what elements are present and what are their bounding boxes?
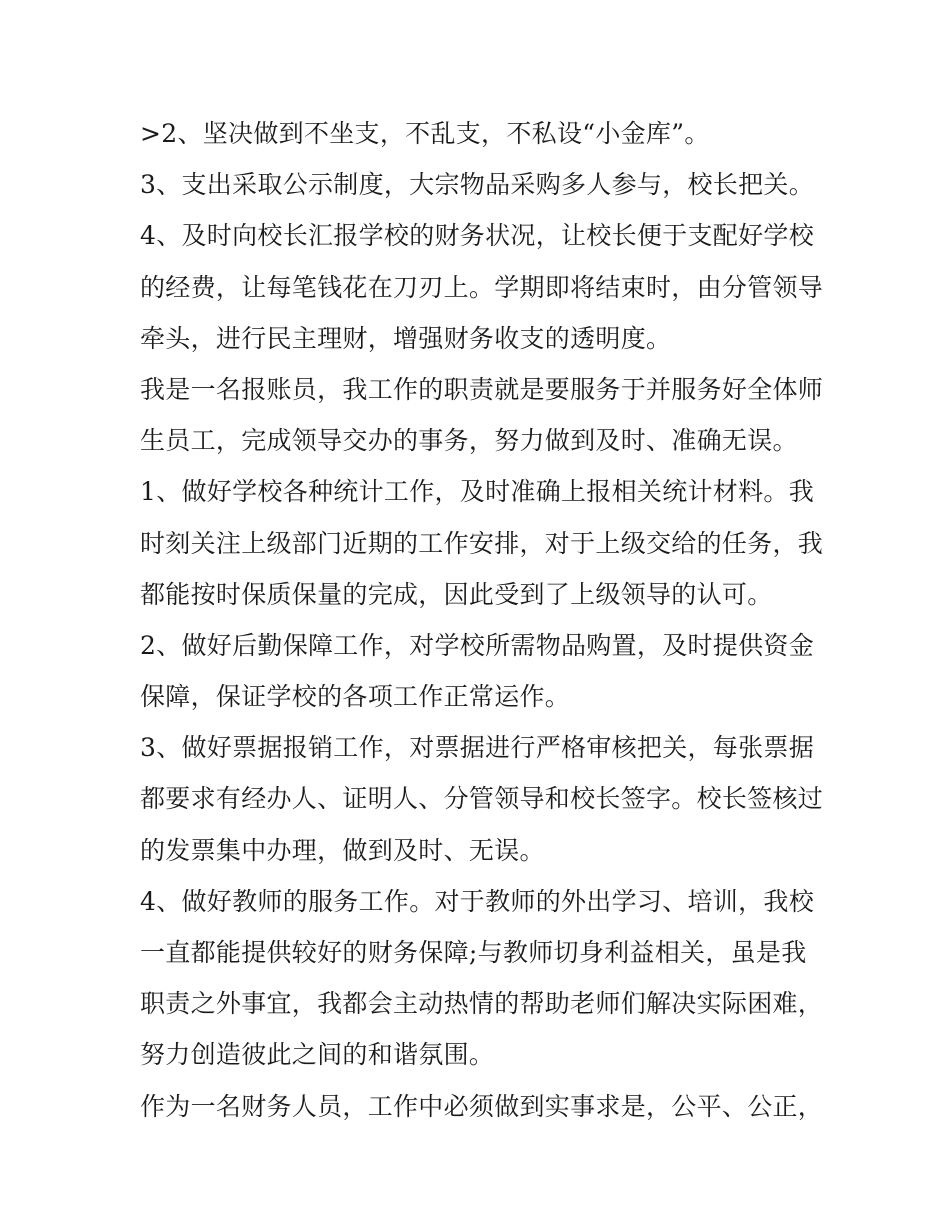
text-line: 3、做好票据报销工作，对票据进行严格审核把关，每张票据 bbox=[140, 733, 815, 763]
text-line: 都要求有经办人、证明人、分管领导和校长签字。校长签核过 bbox=[140, 784, 824, 814]
document-body bbox=[140, 108, 824, 1132]
text-line: 4、做好教师的服务工作。对于教师的外出学习、培训，我校 bbox=[140, 886, 815, 916]
text-line: >2、坚决做到不坐支，不乱支，不私设“小金库”。 bbox=[140, 119, 710, 148]
text-line: 保障，保证学校的各项工作正常运作。 bbox=[140, 682, 571, 712]
text-line: 2、做好后勤保障工作，对学校所需物品购置，及时提供资金 bbox=[140, 630, 815, 660]
text-line: 时刻关注上级部门近期的工作安排，对于上级交给的任务，我 bbox=[140, 528, 824, 558]
text-line: 1、做好学校各种统计工作，及时准确上报相关统计材料。我 bbox=[140, 477, 815, 507]
text-line: 的发票集中办理，做到及时、无误。 bbox=[140, 835, 545, 865]
text-line: 的经费，让每笔钱花在刀刃上。学期即将结束时，由分管领导 bbox=[140, 272, 824, 302]
text-line: 职责之外事宜，我都会主动热情的帮助老师们解决实际困难， bbox=[140, 989, 824, 1019]
text-line: 4、及时向校长汇报学校的财务状况，让校长便于支配好学校 bbox=[140, 221, 815, 251]
text-line: 牵头，进行民主理财，增强财务收支的透明度。 bbox=[140, 323, 672, 353]
text-line: 我是一名报账员，我工作的职责就是要服务于并服务好全体师 bbox=[140, 374, 824, 404]
text-line: 努力创造彼此之间的和谐氛围。 bbox=[140, 1040, 495, 1070]
text-line: 作为一名财务人员，工作中必须做到实事求是，公平、公正， bbox=[140, 1091, 824, 1121]
text-line: 生员工，完成领导交办的事务，努力做到及时、准确无误。 bbox=[140, 426, 798, 456]
text-line: 一直都能提供较好的财务保障;与教师切身利益相关，虽是我 bbox=[140, 938, 807, 967]
text-line: 3、支出采取公示制度，大宗物品采购多人参与，校长把关。 bbox=[140, 170, 815, 200]
text-line: 都能按时保质保量的完成，因此受到了上级领导的认可。 bbox=[140, 579, 773, 609]
